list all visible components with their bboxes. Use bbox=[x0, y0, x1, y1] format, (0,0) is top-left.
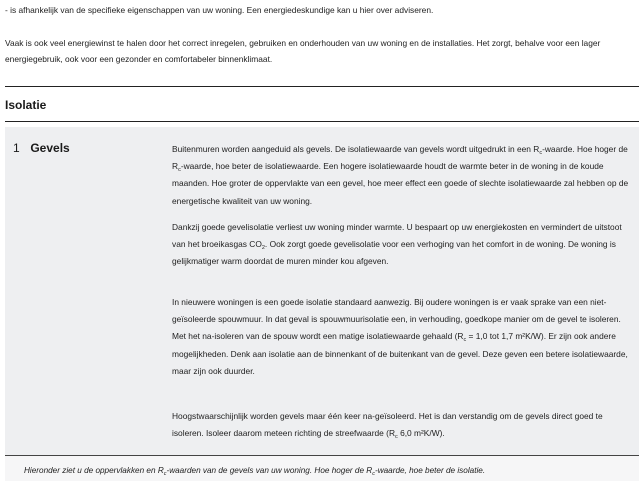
text-run: 6,0 m²K/W). bbox=[397, 428, 445, 439]
text-run: Hoogstwaarschijnlijk worden gevels maar één keer na-geïsoleerd. Het is dan verstandig om de gevels direct goed te isoleren. Isoleer daarom meteen richting de streefwaarde ( bbox=[172, 411, 603, 439]
text-run: . Ook zorgt goede gevelisolatie voor een verhoging van het comfort in de woning. De woning is gelijkmatiger warm doordat de muren minder kou afgeven. bbox=[172, 239, 616, 267]
subscript-2: 2 bbox=[261, 245, 265, 252]
text-run: -waarde, hoe beter de isolatie. bbox=[374, 466, 486, 475]
item-title: Gevels bbox=[30, 141, 70, 155]
text-run: Hieronder ziet u de oppervlakken en bbox=[24, 466, 158, 475]
text-run: Buitenmuren worden aangeduid als gevels. De isolatiewaarde van gevels wordt uitgedrukt in een bbox=[172, 144, 534, 154]
symbol-r: R bbox=[533, 144, 540, 154]
subscript-c: c bbox=[178, 167, 181, 174]
symbol-r: R bbox=[157, 466, 164, 475]
symbol-r: R bbox=[172, 161, 179, 172]
subscript-c: c bbox=[395, 434, 398, 441]
subscript-c: c bbox=[372, 471, 375, 477]
text-run: Dankzij goede gevelisolatie verliest uw woning minder warmte. U bespaart op uw energiekosten en vermindert de uitstoot van het broeikasgas CO bbox=[172, 222, 622, 250]
symbol-r: R bbox=[457, 331, 464, 342]
intro-paragraph bbox=[5, 35, 633, 67]
paragraph-target-value bbox=[172, 408, 630, 442]
section-title: Isolatie bbox=[5, 98, 47, 112]
text-run: In nieuwere woningen is een goede isolatie standaard aanwezig. Bij oudere woningen is er vaak sprake van een niet-geïsoleerde spouwmuur. In dat geval is spouwmuurisolatie een, in verhouding, goedkope manier om de gevel te isoleren. Met het na-isoleren van de spouw wordt een matige isolatiewaarde gehaald ( bbox=[172, 297, 621, 342]
paragraph-benefits bbox=[172, 219, 630, 271]
symbol-r: R bbox=[388, 428, 395, 439]
text-run: -waarde, hoe beter de isolatiewaarde. Een hogere isolatiewaarde houdt de warmte beter in de woning in de koude maanden. Hoe groter de oppervlakte van een gevel, hoe meer effect een goede of slechte isolatiewaarde zal hebben op de energetische kwaliteit van uw woning. bbox=[172, 161, 629, 206]
section-divider-bottom bbox=[5, 121, 639, 122]
text-run: -waarde. Hoe hoger de bbox=[542, 144, 628, 154]
paragraph-cavity-wall bbox=[172, 294, 630, 380]
item-number: 1 bbox=[13, 141, 20, 155]
table-caption-note bbox=[5, 455, 639, 481]
paragraph-rc-intro bbox=[172, 141, 630, 210]
intro-line bbox=[5, 2, 633, 18]
text-run: = 1,0 tot 1,7 m²K/W). Er zijn ook andere mogelijkheden. Denk aan isolatie aan de binnenkant of de buitenkant van de gevel. Deze geven een betere isolatiewaarde, maar zijn ook duurder. bbox=[172, 331, 628, 376]
item-heading bbox=[13, 140, 70, 156]
intro-line-text: - is afhankelijk van de specifieke eigenschappen van uw woning. Een energiedeskundige kan u hier over adviseren. bbox=[5, 5, 434, 15]
symbol-r: R bbox=[366, 466, 373, 475]
intro-paragraph-text: Vaak is ook veel energiewinst te halen door het correct inregelen, gebruiken en onderhouden van uw woning en de installaties. Het zorgt, behalve voor een lager energiegebruik, ook voor een gezonder en comfortabeler binnenklimaat. bbox=[5, 38, 601, 64]
subscript-c: c bbox=[163, 471, 167, 477]
section-divider-top bbox=[5, 86, 639, 87]
text-run: -waarden van de gevels van uw woning. Hoe hoger de bbox=[166, 466, 367, 475]
subscript-c: c bbox=[539, 150, 543, 156]
subscript-c: c bbox=[463, 337, 467, 344]
